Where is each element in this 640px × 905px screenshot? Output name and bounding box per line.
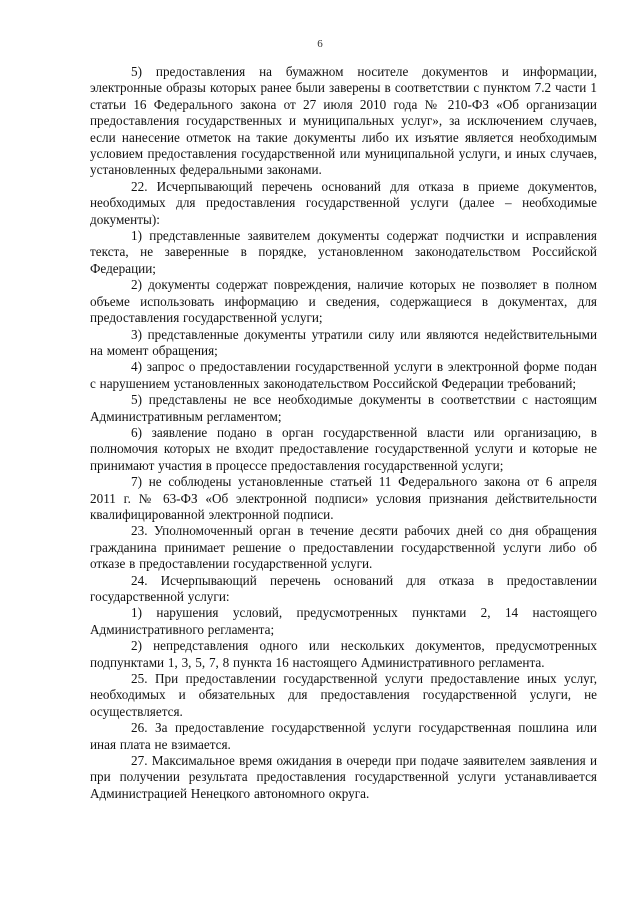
paragraph: 24. Исчерпывающий перечень оснований для отказа в предоставлении государственной услуги: [90,572,597,604]
document-body [90,64,597,802]
paragraph: 22. Исчерпывающий перечень оснований для отказа в приеме документов, необходимых для предоставления государственной услуги (далее – необходимые документы): [90,178,597,227]
page-number: 6 [317,38,323,50]
paragraph: 6) заявление подано в орган государственной власти или организацию, в полномочия которых не входит предоставление государственной услуги и которые не принимают участия в процессе предоставления государственной услуги; [90,424,597,473]
paragraph: 2) непредставления одного или нескольких документов, предусмотренных подпунктами 1, 3, 5, 7, 8 пункта 16 настоящего Административного регламента. [90,638,597,670]
paragraph: 2) документы содержат повреждения, наличие которых не позволяет в полном объеме использовать информацию и сведения, содержащиеся в документах, для предоставления государственной услуги; [90,277,597,326]
paragraph: 5) предоставления на бумажном носителе документов и информации, электронные образы которых ранее были заверены в соответствии с пунктом 7.2 части 1 статьи 16 Федерального закона от 27 июля 2010 года № 210-ФЗ «Об организации предоставления государственных и муниципальных услуг», за исключением случаев, если нанесение отметок на такие документы либо их изъятие является необходимым условием предоставления государственной или муниципальной услуги, и иных случаев, установленных федеральными законами. [90,64,597,178]
paragraph: 26. За предоставление государственной услуги государственная пошлина или иная плата не взимается. [90,720,597,752]
paragraph: 1) представленные заявителем документы содержат подчистки и исправления текста, не заверенные в порядке, установленном законодательством Российской Федерации; [90,228,597,276]
paragraph: 3) представленные документы утратили силу или являются недействительными на момент обращения; [90,326,597,358]
paragraph: 5) представлены не все необходимые документы в соответствии с настоящим Административным регламентом; [90,392,597,424]
paragraph: 27. Максимальное время ожидания в очереди при подаче заявителем заявления и при получении результата предоставления государственной услуги устанавливается Администрацией Ненецкого автономного округа. [90,753,597,801]
paragraph: 25. При предоставлении государственной услуги предоставление иных услуг, необходимых и обязательных для предоставления государственной услуги, не осуществляется. [90,671,597,719]
paragraph: 23. Уполномоченный орган в течение десяти рабочих дней со дня обращения гражданина принимает решение о предоставлении государственной услуги либо об отказе в предоставлении государственной услуги. [90,523,597,572]
paragraph: 4) запрос о предоставлении государственной услуги в электронной форме подан с нарушением установленных законодательством Российской Федерации требований; [90,359,597,391]
paragraph: 7) не соблюдены установленные статьей 11 Федерального закона от 6 апреля 2011 г. № 63-ФЗ «Об электронной подписи» условия признания действительности квалифицированной электронной подписи. [90,474,597,522]
paragraph: 1) нарушения условий, предусмотренных пунктами 2, 14 настоящего Административного регламента; [90,605,597,637]
